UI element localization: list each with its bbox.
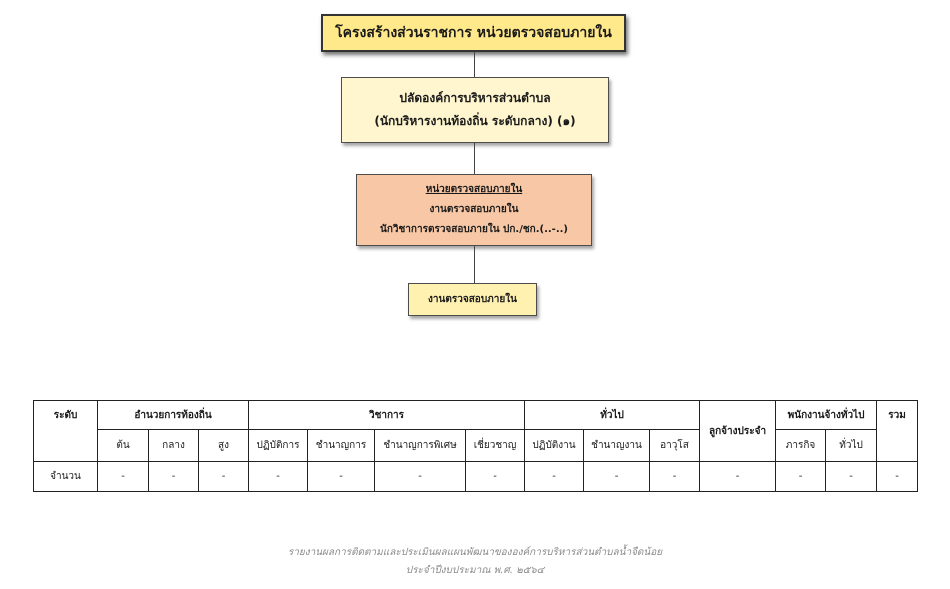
footer-line-2: ประจำปีงบประมาณ พ.ศ. ๒๕๖๔ <box>405 565 545 576</box>
table-cell: - <box>375 462 466 492</box>
level-header: ระดับ <box>34 401 98 462</box>
org-chart-title <box>321 14 626 52</box>
footer-line-1: รายงานผลการติดตามและประเมินผลแผนพัฒนาขององค์การบริหารส่วนตำบลน้ำจืดน้อย <box>287 547 663 558</box>
table-cell: - <box>776 462 826 492</box>
report-footer <box>0 544 950 580</box>
sub-header: เชี่ยวชาญ <box>466 430 525 462</box>
total-header: รวม <box>877 401 918 462</box>
table-cell: - <box>700 462 776 492</box>
org-box-audit-work <box>408 283 537 316</box>
audit-work-text: งานตรวจสอบภายใน <box>428 294 517 305</box>
group-header-academic: วิชาการ <box>249 401 525 430</box>
group-header-contract: ลูกจ้างประจำ <box>700 401 776 462</box>
sub-header: ภารกิจ <box>776 430 826 462</box>
group-header-general: ทั่วไป <box>525 401 700 430</box>
deputy-chief-title: ปลัดองค์การบริหารส่วนตำบล <box>399 91 551 105</box>
sub-header: ปฏิบัติการ <box>249 430 308 462</box>
sub-header: ชำนาญการ <box>308 430 375 462</box>
table-cell: - <box>826 462 877 492</box>
sub-header: ชำนาญงาน <box>584 430 650 462</box>
table-cell: - <box>525 462 584 492</box>
table-cell: - <box>249 462 308 492</box>
audit-unit-title: หน่วยตรวจสอบภายใน <box>425 184 523 195</box>
org-box-audit-unit <box>356 174 592 246</box>
deputy-chief-position: (นักบริหารงานท้องถิ่น ระดับกลาง) (๑) <box>374 114 576 128</box>
table-header-row <box>34 401 918 430</box>
table-cell: - <box>466 462 525 492</box>
sub-header: สูง <box>199 430 249 462</box>
table-subheader-row <box>34 430 918 462</box>
audit-unit-work: งานตรวจสอบภายใน <box>429 204 519 215</box>
sub-header: ชำนาญการพิเศษ <box>375 430 466 462</box>
sub-header: ทั่วไป <box>826 430 877 462</box>
connector-line <box>474 246 475 283</box>
table-cell: - <box>584 462 650 492</box>
sub-header: ต้น <box>98 430 149 462</box>
row-label: จำนวน <box>34 462 98 492</box>
table-cell: - <box>650 462 700 492</box>
table-row <box>34 462 918 492</box>
group-header-local-admin: อำนวยการท้องถิ่น <box>98 401 249 430</box>
connector-line <box>474 143 475 174</box>
audit-unit-position: นักวิชาการตรวจสอบภายใน ปก./ชก.(..-..) <box>380 224 568 235</box>
staffing-table <box>33 400 918 492</box>
org-box-deputy-chief <box>341 77 609 143</box>
sub-header: กลาง <box>149 430 199 462</box>
connector-line <box>474 52 475 77</box>
sub-header: ปฏิบัติงาน <box>525 430 584 462</box>
table-cell: - <box>877 462 918 492</box>
table-cell: - <box>98 462 149 492</box>
table-cell: - <box>149 462 199 492</box>
table-cell: - <box>199 462 249 492</box>
org-chart-title-text: โครงสร้างส่วนราชการ หน่วยตรวจสอบภายใน <box>335 25 612 41</box>
sub-header: อาวุโส <box>650 430 700 462</box>
group-header-employees: พนักงานจ้างทั่วไป <box>776 401 877 430</box>
table-cell: - <box>308 462 375 492</box>
